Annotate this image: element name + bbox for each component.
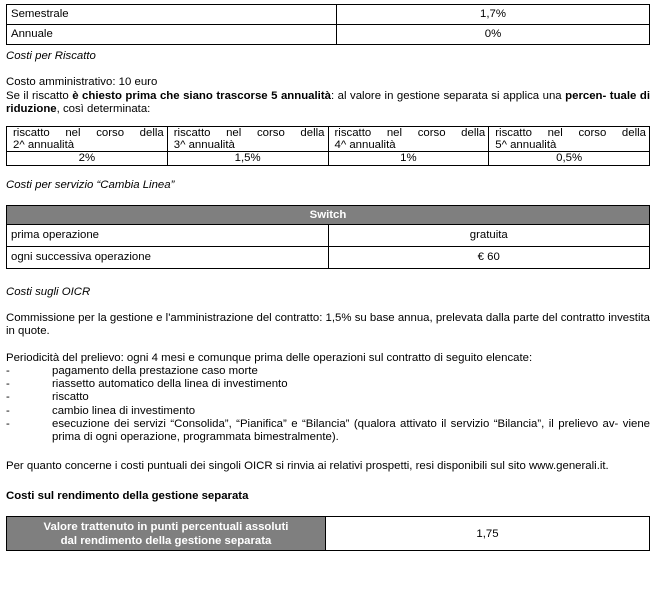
list-item: - cambio linea di investimento: [6, 405, 650, 418]
operations-list: [6, 365, 650, 444]
rendimento-header-line1: Valore trattenuto in punti percentuali assoluti: [43, 520, 289, 533]
table-header-row: [7, 206, 650, 225]
reduction-cell: [489, 127, 650, 166]
riscatto-reduction-table: [6, 126, 650, 166]
reduction-heading: riscatto nel corso della: [173, 127, 325, 139]
table-row: [7, 247, 650, 269]
table-row: [7, 5, 650, 25]
list-item: - esecuzione dei servizi “Consolida”, “Pianifica” e “Bilancia” (qualora attivato il servizio “Bilancia”, il prelievo av- viene prima di ogni operazione, programmata bimestralmente).: [6, 418, 650, 444]
riscatto-paragraph: Se il riscatto è chiesto prima che siano trascorse 5 annualità: al valore in gestione separata si applica una percen- tuale di riduzione, così determinata:: [6, 90, 651, 115]
list-item: - riassetto automatico della linea di investimento: [6, 378, 650, 391]
reduction-cell: [7, 127, 168, 166]
switch-table: [6, 205, 650, 269]
reduction-heading: riscatto nel corso della: [334, 127, 486, 139]
reduction-year: 4^ annualità: [334, 139, 396, 151]
switch-label: prima operazione: [7, 225, 329, 247]
reduction-year: 3^ annualità: [173, 139, 235, 151]
rendimento-table: [6, 516, 650, 551]
reduction-value: 1%: [329, 151, 489, 165]
frequency-value: 1,7%: [337, 5, 650, 25]
document-page: [6, 0, 650, 551]
oicr-rinvio-text: Per quanto concerne i costi puntuali dei singoli OICR si rinvia ai relativi prospetti, resi disponibili sul sito www.generali.it.: [6, 460, 609, 473]
reduction-cell: [167, 127, 328, 166]
reduction-value: 1,5%: [168, 151, 328, 165]
table-row: [7, 127, 650, 166]
rendimento-title: Costi sul rendimento della gestione separata: [6, 490, 249, 503]
table-row: [7, 25, 650, 45]
rendimento-header-line2: dal rendimento della gestione separata: [60, 534, 272, 547]
list-item: - pagamento della prestazione caso morte: [6, 365, 650, 378]
oicr-periodicity-text: Periodicità del prelievo: ogni 4 mesi e comunque prima delle operazioni sul contratto di seguito elencate:: [6, 352, 533, 364]
oicr-commission-text: Commissione per la gestione e l'amministrazione del contratto: 1,5% su base annua, prelevata dalla parte del contratto investita in quote.: [6, 312, 650, 337]
reduction-value: 0,5%: [489, 151, 649, 165]
rendimento-header: [7, 517, 326, 551]
reduction-heading: riscatto nel corso della: [495, 127, 646, 139]
oicr-caption: Costi sugli OICR: [6, 286, 91, 298]
riscatto-caption: Costi per Riscatto: [6, 50, 96, 62]
switch-value: gratuita: [328, 225, 650, 247]
table-row: [7, 225, 650, 247]
reduction-value: 2%: [7, 151, 167, 165]
switch-value: € 60: [328, 247, 650, 269]
list-item: - riscatto: [6, 391, 650, 404]
cambia-linea-caption: Costi per servizio “Cambia Linea”: [6, 179, 175, 191]
frequency-label: Semestrale: [7, 5, 337, 25]
reduction-cell: [328, 127, 489, 166]
switch-header: Switch: [7, 206, 650, 225]
rendimento-value: 1,75: [326, 517, 650, 551]
frequency-table: [6, 4, 650, 45]
reduction-year: 5^ annualità: [495, 139, 557, 151]
frequency-value: 0%: [337, 25, 650, 45]
reduction-year: 2^ annualità: [13, 139, 75, 151]
table-row: [7, 517, 650, 551]
reduction-heading: riscatto nel corso della: [13, 127, 164, 139]
admin-cost-text: Costo amministrativo: 10 euro: [6, 76, 158, 88]
switch-label: ogni successiva operazione: [7, 247, 329, 269]
frequency-label: Annuale: [7, 25, 337, 45]
